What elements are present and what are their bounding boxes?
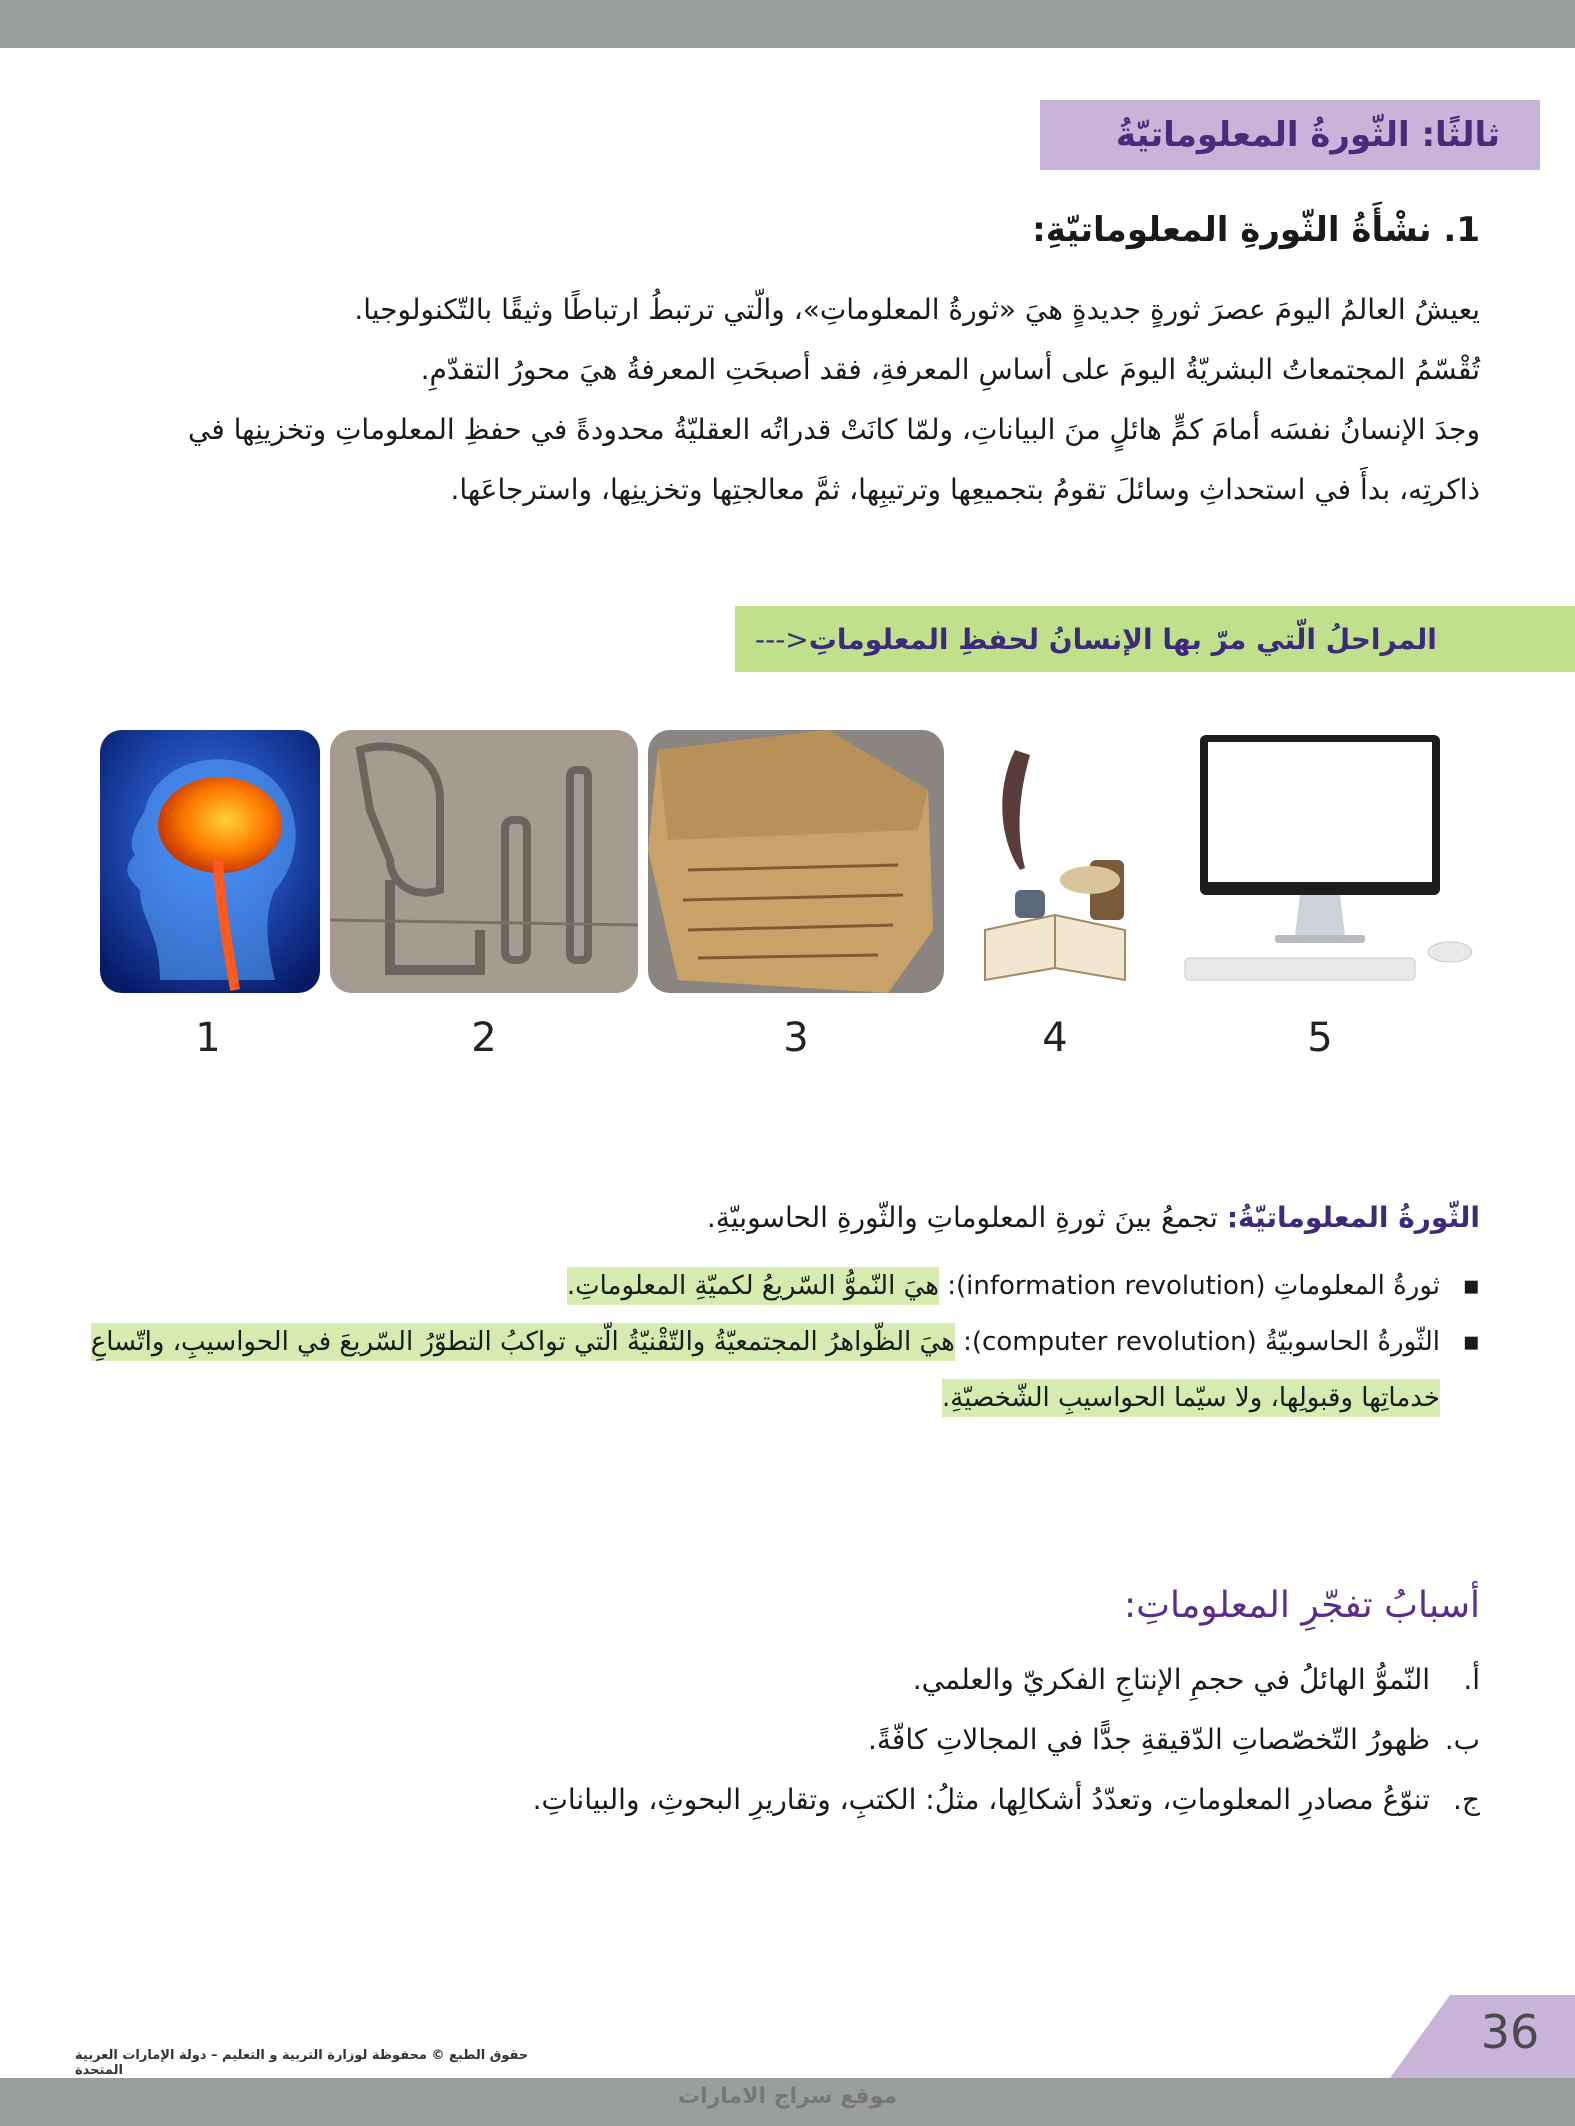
list-item — [480, 1650, 1480, 1710]
cause-text: النّموُّ الهائلُ في حجمِ الإنتاجِ الفكريّ والعلمي. — [912, 1663, 1430, 1696]
quill-and-book-image — [960, 730, 1150, 993]
bottom-bar — [0, 2078, 1575, 2126]
cause-text: ظهورُ التّخصّصاتِ الدّقيقةِ جدًّا في المجالاتِ كافّةً. — [868, 1723, 1430, 1756]
brain-image — [100, 730, 320, 993]
stages-banner-text: المراحلُ الّتي مرّ بها الإنسانُ لحفظِ المعلوماتِ — [808, 622, 1437, 656]
stage-number: 3 — [783, 1015, 809, 1061]
paragraph-3: وجدَ الإنسانُ نفسَه أمامَ كمٍّ هائلٍ منَ البياناتِ، ولمّا كانَتْ قدراتُه العقليّةُ محدودةً في حفظِ المعلوماتِ وتخزينِها في ذاكرتِه، بدأَ في استحداثِ وسائلَ تقومُ بتجميعِها وترتيبِها، ثمَّ معالجتِها وتخزينِها، واسترجاعَها. — [188, 413, 1480, 506]
definition-text: تجمعُ بينَ ثورةِ المعلوماتِ والثّورةِ الحاسوبيّةِ. — [706, 1201, 1227, 1234]
arrow-icon: <--- — [755, 622, 809, 656]
cause-text: تنوّعُ مصادرِ المعلوماتِ، وتعدّدُ أشكالِها، مثلُ: الكتبِ، وتقاريرِ البحوثِ، والبياناتِ. — [532, 1783, 1430, 1816]
stage-number: 5 — [1307, 1015, 1333, 1061]
stage-number: 4 — [1042, 1015, 1068, 1061]
paragraph-1: يعيشُ العالمُ اليومَ عصرَ ثورةٍ جديدةٍ هيَ «ثورةُ المعلوماتِ»، والّتي ترتبطُ ارتباطًا وثيقًا بالتّكنولوجيا. — [354, 293, 1480, 326]
heading: 1. نشْأَةُ الثّورةِ المعلوماتيّةِ: — [1032, 210, 1480, 250]
desktop-computer-image — [1180, 730, 1480, 993]
watermark: موقع سراج الامارات — [677, 2084, 897, 2109]
stages-banner — [735, 606, 1575, 672]
bullet-highlight: هيَ الظّواهرُ المجتمعيّةُ والتّقْنيّةُ الّتي تواكبُ التطوّرُ السّريعَ في الحواسيبِ، واتّساعِ خدماتِها وقبولِها، ولا سيّما الحواسيبِ الشّخصيّةِ. — [91, 1323, 1440, 1417]
bullet-icon: ▪ — [1462, 1271, 1480, 1301]
section-title: ثالثًا: الثّورةُ المعلوماتيّةُ — [1040, 100, 1540, 170]
page-number: 36 — [1480, 2005, 1540, 2059]
causes-list — [480, 1650, 1480, 1830]
list-marker: ج. — [1453, 1783, 1480, 1816]
paragraph-2: تُقْسّمُ المجتمعاتُ البشريّةُ اليومَ على أساسِ المعرفةِ، فقد أصبحَتِ المعرفةُ هيَ محورُ التقدّمِ. — [420, 353, 1480, 386]
list-item — [480, 1770, 1480, 1830]
definition-term: الثّورةُ المعلوماتيّةُ: — [1226, 1201, 1480, 1234]
clay-tablet-image — [648, 730, 944, 993]
bullet-label: الثّورةُ الحاسوبيّةُ (computer revolution): — [963, 1327, 1440, 1357]
copyright: حقوق الطبع © محفوظة لوزارة التربية و التعليم – دولة الإمارات العربية المتحدة — [75, 2048, 529, 2078]
list-item — [70, 1258, 1480, 1314]
list-item — [70, 1314, 1480, 1426]
definition-bullets — [70, 1258, 1480, 1426]
stage-number: 2 — [471, 1015, 497, 1061]
hieroglyphs-image — [330, 730, 638, 993]
bullet-icon: ▪ — [1462, 1327, 1480, 1357]
top-bar — [0, 0, 1575, 48]
list-marker: أ. — [1463, 1663, 1480, 1696]
list-marker: ب. — [1444, 1723, 1480, 1756]
causes-title: أسبابُ تفجّرِ المعلوماتِ: — [1123, 1585, 1480, 1626]
stage-number: 1 — [195, 1015, 221, 1061]
bullet-highlight: هيَ النّموُّ السّريعُ لكميّةِ المعلوماتِ. — [567, 1267, 939, 1305]
list-item — [480, 1710, 1480, 1770]
definition — [80, 1195, 1480, 1241]
intro-paragraphs — [100, 280, 1480, 520]
bullet-label: ثورةُ المعلوماتِ (information revolution): — [947, 1271, 1440, 1301]
